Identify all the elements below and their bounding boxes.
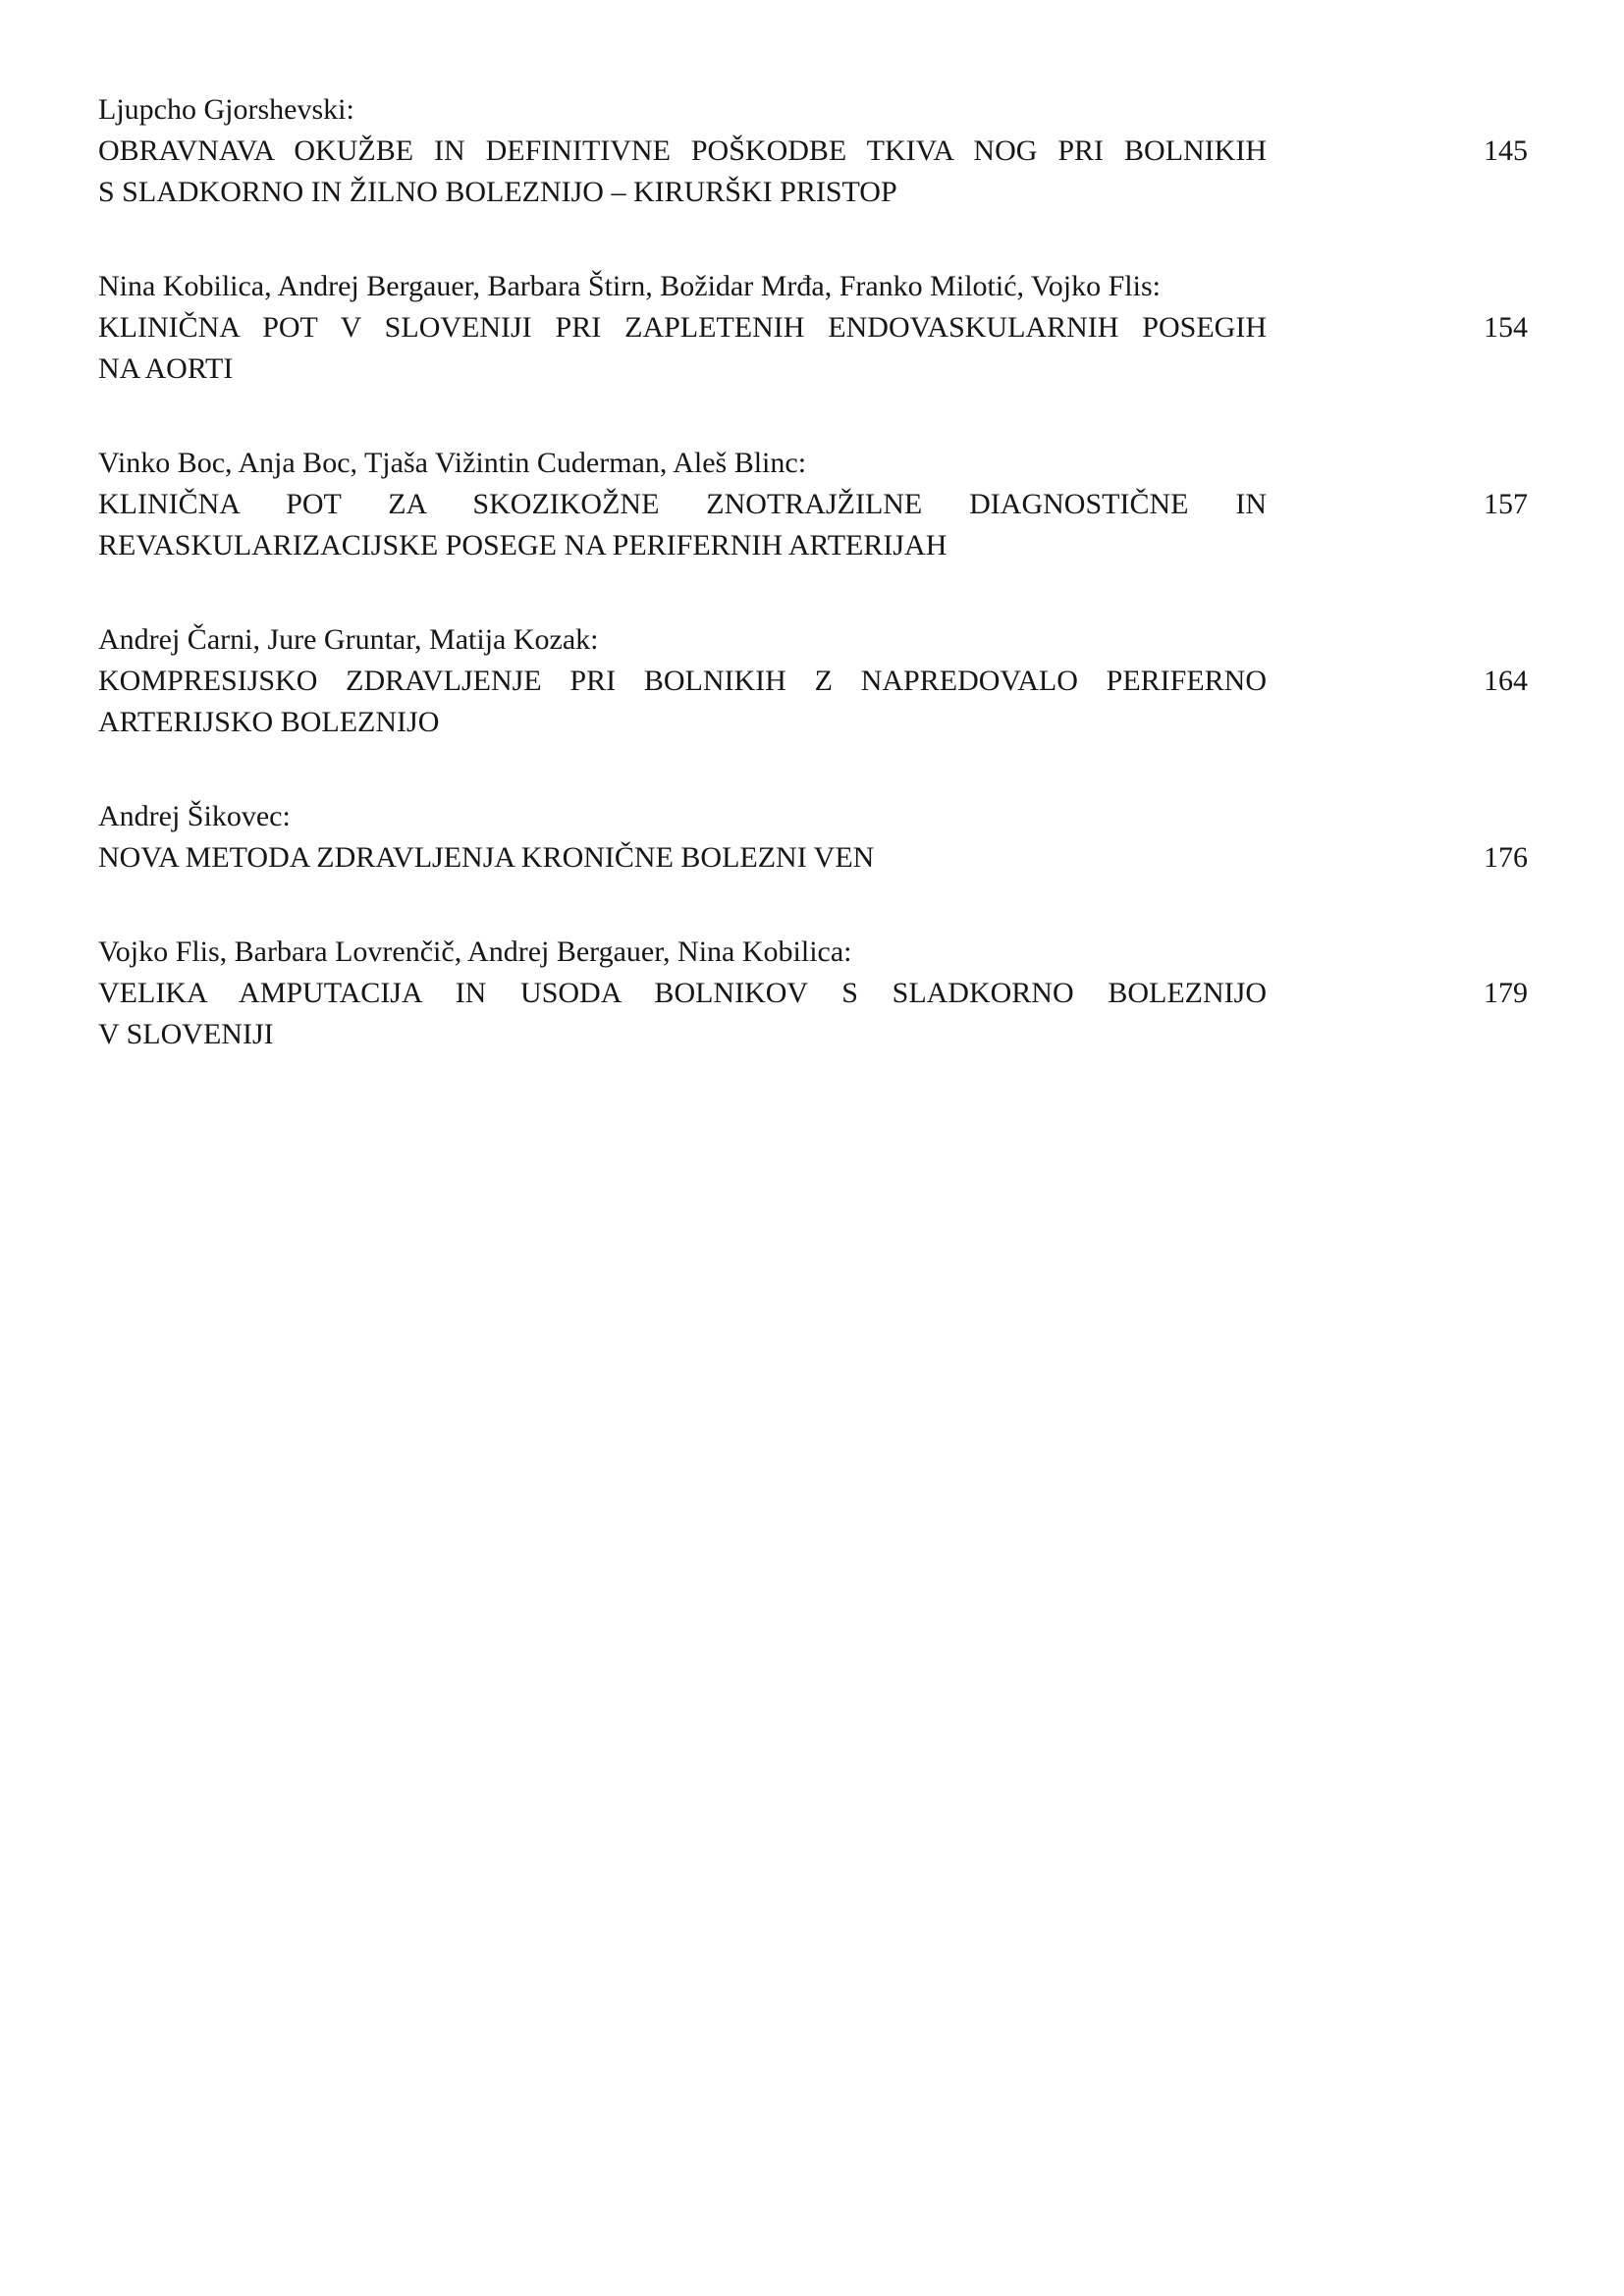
toc-entry-title-line: KLINIČNA POT ZA SKOZIKOŽNE ZNOTRAJŽILNE DIAGNOSTIČNE IN [98,488,1267,520]
toc-entry [98,932,1528,1055]
toc-entry-page-number: 176 [1484,841,1528,874]
toc-entry [98,619,1528,743]
toc-entry-title-line: V SLOVENIJI [98,1018,274,1050]
toc-entry-title-line: ARTERIJSKO BOLEZNIJO [98,706,440,738]
toc-entry-page-number: 179 [1484,977,1528,1009]
toc-entry-title-line: VELIKA AMPUTACIJA IN USODA BOLNIKOV S SLADKORNO BOLEZNIJO [98,977,1267,1009]
toc-entry-title-line: NOVA METODA ZDRAVLJENJA KRONIČNE BOLEZNI VEN [98,841,875,874]
toc-entry-authors: Andrej Čarni, Jure Gruntar, Matija Kozak: [98,623,599,656]
toc-entry-title [98,973,1267,1055]
toc-entry-authors: Vinko Boc, Anja Boc, Tjaša Vižintin Cuderman, Aleš Blinc: [98,447,807,479]
toc-entry [98,443,1528,566]
toc-entry-page-number: 154 [1484,311,1528,344]
toc-entry-authors: Vojko Flis, Barbara Lovrenčič, Andrej Bergauer, Nina Kobilica: [98,935,852,968]
toc-entry-authors: Ljupcho Gjorshevski: [98,93,354,126]
toc-entry-authors: Nina Kobilica, Andrej Bergauer, Barbara Štirn, Božidar Mrđa, Franko Milotić, Vojko Flis: [98,270,1161,302]
toc-entry-page-number: 157 [1484,488,1528,520]
toc-entry-title [98,131,1267,213]
toc-entry-title [98,484,1267,566]
toc-entry-title [98,661,1267,743]
toc-entry [98,266,1528,390]
toc-entry-title-line: NA AORTI [98,352,234,385]
toc-entry [98,796,1528,879]
toc-entry [98,89,1528,213]
toc-entry-title-line: KLINIČNA POT V SLOVENIJI PRI ZAPLETENIH ENDOVASKULARNIH POSEGIH [98,311,1267,344]
toc-entry-page-number: 145 [1484,134,1528,167]
table-of-contents [98,89,1528,1108]
toc-entry-title-line: REVASKULARIZACIJSKE POSEGE NA PERIFERNIH ARTERIJAH [98,529,947,561]
toc-entry-title-line: KOMPRESIJSKO ZDRAVLJENJE PRI BOLNIKIH Z NAPREDOVALO PERIFERNO [98,665,1267,697]
toc-entry-title-line: S SLADKORNO IN ŽILNO BOLEZNIJO – KIRURŠKI PRISTOP [98,176,897,208]
toc-entry-title [98,837,1267,879]
toc-entry-page-number: 164 [1484,665,1528,697]
toc-entry-title-line: OBRAVNAVA OKUŽBE IN DEFINITIVNE POŠKODBE TKIVA NOG PRI BOLNIKIH [98,134,1267,167]
toc-entry-authors: Andrej Šikovec: [98,800,291,832]
toc-entry-title [98,307,1267,390]
